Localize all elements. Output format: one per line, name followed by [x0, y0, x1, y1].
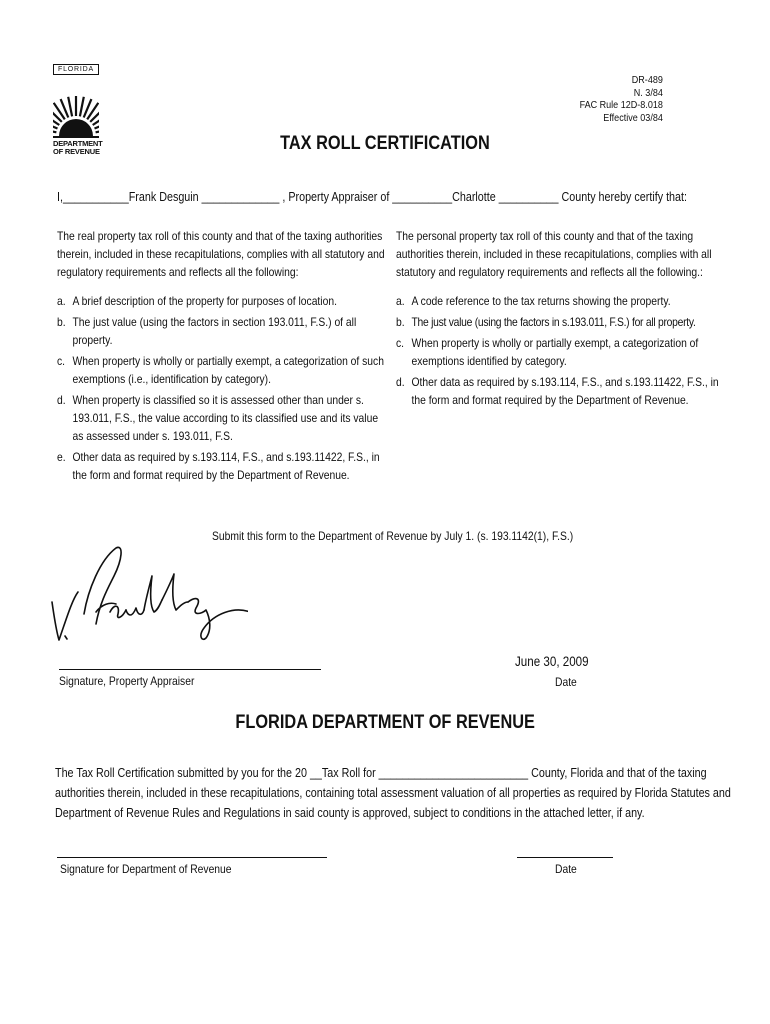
item-line: 193.011, F.S., the value according to its classified use and its value	[72, 411, 379, 425]
item-line: A brief description of the property for purposes of location.	[72, 294, 337, 308]
form-number: DR-489	[631, 74, 663, 86]
dept-date-line	[517, 857, 613, 858]
item-letter: b.	[396, 315, 405, 329]
real-intro-line: The real property tax roll of this county and that of the taxing authorities	[57, 229, 383, 243]
personal-intro-line: authorities therein, included in these recapitulations, complies with all	[396, 247, 712, 261]
real-property-section	[57, 227, 437, 487]
dept-approval-text	[55, 763, 731, 823]
item-line: as assessed under s. 193.011, F.S.	[72, 429, 233, 443]
personal-intro-line: The personal property tax roll of this county and that of the taxing	[396, 229, 694, 243]
real-property-intro	[57, 227, 384, 281]
personal-property-intro	[396, 227, 712, 281]
sun-ray	[96, 129, 99, 133]
cert-suffix: __________ County hereby certify that:	[498, 190, 687, 204]
appraiser-name: Frank Desguin	[128, 190, 199, 204]
dept-signature-line	[57, 857, 327, 858]
item-line: Other data as required by s.193.114, F.S., and s.193.11422, F.S., in	[411, 375, 719, 389]
item-line: the form and format required by the Department of Revenue.	[411, 393, 689, 407]
item-line: The just value (using the factors in s.193.011, F.S.) for all property.	[411, 315, 696, 329]
certification-line	[57, 190, 687, 204]
dept-section-title	[0, 712, 770, 734]
appraiser-signature-label: Signature, Property Appraiser	[59, 674, 195, 688]
item-letter: c.	[57, 354, 66, 368]
item-letter: e.	[57, 450, 66, 464]
dept-text-line: authorities therein, included in these recapitulations, containing total assessment valuation of all properties as required by Florida Statutes and	[55, 786, 731, 800]
dept-signature-label: Signature for Department of Revenue	[60, 862, 232, 876]
logo-state-text: FLORIDA	[58, 66, 94, 73]
cert-prefix: I,___________	[57, 190, 129, 204]
logo-dept-line2: OF REVENUE	[53, 147, 100, 156]
item-letter: b.	[57, 315, 66, 329]
list-item	[396, 373, 719, 409]
list-item	[396, 313, 706, 331]
item-line: When property is wholly or partially exempt, a categorization of such	[72, 354, 384, 368]
page-title-text: TAX ROLL CERTIFICATION	[280, 133, 490, 154]
effective-date: Effective 03/84	[603, 111, 663, 124]
form-identification	[580, 74, 663, 124]
logo-dept-line1: DEPARTMENT	[53, 139, 103, 148]
dept-text-line: Department of Revenue Rules and Regulations in said county is approved, subject to conditions in the attached letter, if any.	[55, 806, 645, 820]
real-property-list	[57, 292, 384, 484]
item-line: exemptions identified by category.	[411, 354, 567, 368]
page-title	[0, 133, 770, 155]
item-line: the form and format required by the Department of Revenue.	[72, 468, 350, 482]
dept-title-text: FLORIDA DEPARTMENT OF REVENUE	[235, 712, 535, 733]
list-item	[57, 352, 384, 388]
list-item	[57, 313, 384, 349]
handwritten-signature	[38, 540, 248, 650]
dept-text-line: The Tax Roll Certification submitted by you for the 20 __Tax Roll for _________________________ County, Florida and that of the taxing	[55, 766, 707, 780]
appraiser-date-value: June 30, 2009	[515, 654, 589, 669]
item-line: The just value (using the factors in section 193.011, F.S.) of all	[72, 315, 357, 329]
personal-intro-line: statutory and regulatory requirements and reflects all the following.:	[396, 265, 703, 279]
personal-property-list	[396, 292, 719, 409]
item-letter: a.	[396, 294, 405, 308]
sun-ray	[53, 129, 56, 133]
personal-property-section	[396, 227, 756, 412]
item-line: property.	[72, 333, 113, 347]
item-letter: d.	[396, 375, 405, 389]
fac-rule: FAC Rule 12D-8.018	[579, 99, 663, 111]
item-letter: a.	[57, 294, 66, 308]
list-item	[57, 391, 384, 445]
item-line: A code reference to the tax returns showing the property.	[411, 294, 671, 308]
item-line: When property is wholly or partially exempt, a categorization of	[411, 336, 699, 350]
county-name: Charlotte	[452, 190, 496, 204]
real-intro-line: regulatory requirements and reflects all the following:	[57, 265, 299, 279]
list-item	[57, 292, 384, 310]
sun-ray	[68, 97, 72, 117]
appraiser-date-label: Date	[555, 675, 577, 689]
dept-date-label: Date	[555, 862, 577, 876]
list-item	[396, 292, 706, 310]
item-letter: d.	[57, 393, 66, 407]
submit-note: Submit this form to the Department of Revenue by July 1. (s. 193.1142(1), F.S.)	[212, 529, 574, 543]
item-line: Other data as required by s.193.114, F.S., and s.193.11422, F.S., in	[72, 450, 380, 464]
real-intro-line: therein, included in these recapitulations, complies with all statutory and	[57, 247, 385, 261]
form-revision: N. 3/84	[633, 86, 663, 99]
sun-ray	[80, 97, 84, 117]
sunburst-icon	[53, 78, 99, 138]
list-item	[396, 334, 706, 370]
item-line: exemptions (i.e., identification by category).	[72, 372, 271, 386]
item-line: When property is classified so it is assessed other than under s.	[72, 393, 364, 407]
cert-middle: _____________ , Property Appraiser of __________	[201, 190, 453, 204]
appraiser-signature-line	[59, 669, 321, 670]
item-letter: c.	[396, 336, 405, 350]
list-item	[57, 448, 384, 484]
